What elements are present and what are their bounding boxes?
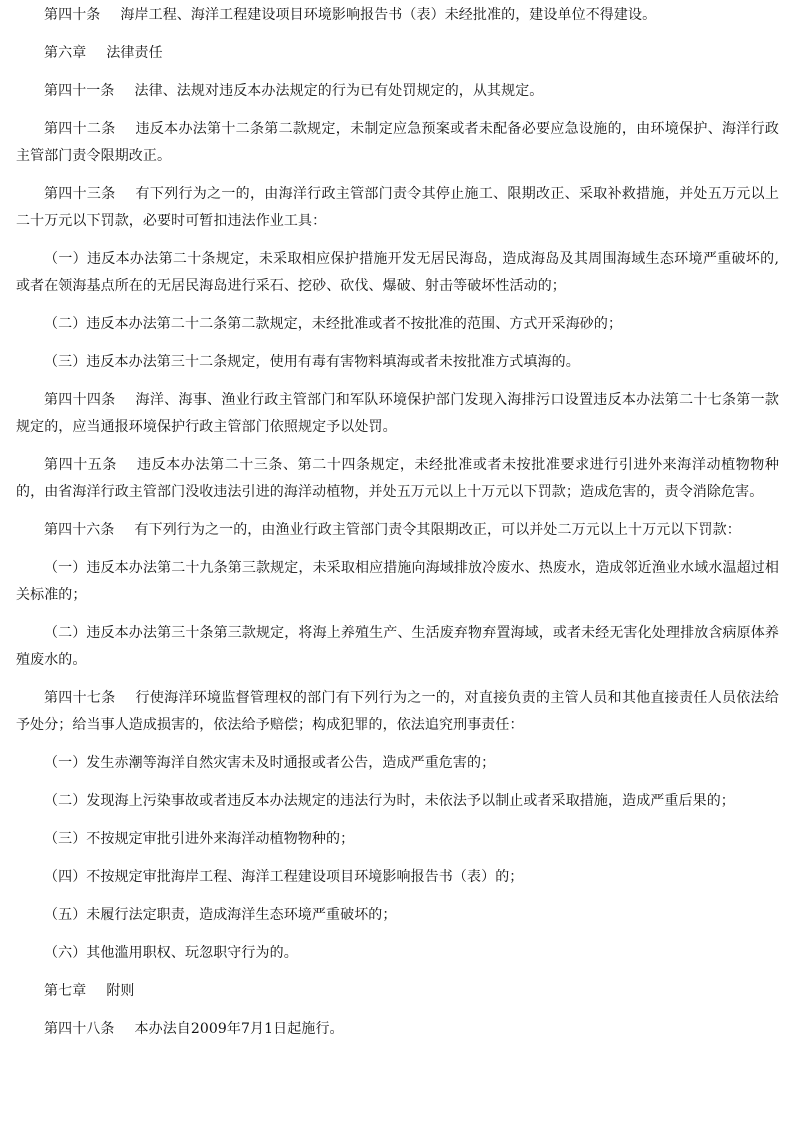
item-paragraph (16, 311, 779, 338)
article-label: 第四十二条 (44, 121, 116, 137)
paragraph-text: （三）违反本办法第三十二条规定，使用有毒有害物料填海或者未按批准方式填海的。 (44, 354, 580, 370)
article-paragraph (16, 2, 779, 29)
item-paragraph (16, 864, 779, 891)
article-paragraph (16, 116, 779, 170)
paragraph-text: （二）违反本办法第三十条第三款规定，将海上养殖生产、生活废弃物弃置海域，或者未经无害化处理排放含病原体养殖废水的。 (16, 625, 779, 668)
paragraph-text: （一）发生赤潮等海洋自然灾害未及时通报或者公告，造成严重危害的； (44, 755, 496, 771)
item-paragraph (16, 788, 779, 815)
article-paragraph (16, 452, 779, 506)
paragraph-text: （一）违反本办法第二十条规定，未采取相应保护措施开发无居民海岛，造成海岛及其周围海域生态环境严重破坏的,或者在领海基点所在的无居民海岛进行采石、挖砂、砍伐、爆破、射击等破坏性活动的； (16, 251, 779, 294)
paragraph-text: 行使海洋环境监督管理权的部门有下列行为之一的，对直接负责的主管人员和其他直接责任人员依法给予处分；给当事人造成损害的，依法给予赔偿；构成犯罪的，依法追究刑事责任： (16, 690, 780, 733)
item-paragraph (16, 349, 779, 376)
paragraph-text: （六）其他滥用职权、玩忽职守行为的。 (44, 945, 298, 961)
item-paragraph (16, 940, 779, 967)
item-paragraph (16, 555, 779, 609)
item-paragraph (16, 750, 779, 777)
article-paragraph (16, 78, 779, 105)
paragraph-text: 法律责任 (106, 45, 163, 61)
paragraph-text: 有下列行为之一的，由渔业行政主管部门责令其限期改正，可以并处二万元以上十万元以下罚款： (134, 522, 741, 538)
paragraph-text: （二）发现海上污染事故或者违反本办法规定的违法行为时，未依法予以制止或者采取措施，造成严重后果的； (44, 793, 735, 809)
article-label: 第四十一条 (44, 83, 115, 99)
paragraph-text: （五）未履行法定职责，造成海洋生态环境严重破坏的； (44, 907, 397, 923)
article-paragraph (16, 40, 779, 67)
article-label: 第四十五条 (44, 457, 118, 473)
paragraph-text: 法律、法规对违反本办法规定的行为已有处罚规定的，从其规定。 (134, 83, 544, 99)
article-label: 第四十八条 (44, 1021, 115, 1037)
paragraph-text: 有下列行为之一的，由海洋行政主管部门责令其停止施工、限期改正、采取补救措施，并处五万元以上二十万元以下罚款，必要时可暂扣违法作业工具： (16, 186, 780, 229)
paragraph-text: （一）违反本办法第二十九条第三款规定，未采取相应措施向海域排放冷废水、热废水，造成邻近渔业水域水温超过相关标准的； (16, 560, 779, 603)
article-label: 第四十三条 (44, 186, 116, 202)
paragraph-text: （三）不按规定审批引进外来海洋动植物物种的； (44, 831, 355, 847)
paragraph-text: 海洋、海事、渔业行政主管部门和军队环境保护部门发现入海排污口设置违反本办法第二十七条第一款规定的，应当通报环境保护行政主管部门依照规定予以处罚。 (16, 392, 780, 435)
article-paragraph (16, 387, 779, 441)
article-label: 第四十六条 (44, 522, 115, 538)
item-paragraph (16, 902, 779, 929)
paragraph-text: 本办法自2009年7月1日起施行。 (134, 1021, 344, 1037)
article-paragraph (16, 181, 779, 235)
article-label: 第七章 (44, 983, 87, 999)
item-paragraph (16, 826, 779, 853)
paragraph-text: 附则 (106, 983, 135, 999)
article-paragraph (16, 978, 779, 1005)
article-label: 第四十条 (44, 7, 101, 23)
paragraph-text: 海岸工程、海洋工程建设项目环境影响报告书（表）未经批准的，建设单位不得建设。 (120, 7, 657, 23)
article-paragraph (16, 1016, 779, 1043)
paragraph-text: 违反本办法第二十三条、第二十四条规定，未经批准或者未按批准要求进行引进外来海洋动植物物种的，由省海洋行政主管部门没收违法引进的海洋动植物，并处五万元以上十万元以下罚款；造成危害的，责令消除危害。 (16, 457, 779, 500)
paragraph-text: （四）不按规定审批海岸工程、海洋工程建设项目环境影响报告书（表）的； (44, 869, 524, 885)
article-label: 第四十七条 (44, 690, 116, 706)
paragraph-text: （二）违反本办法第二十二条第二款规定，未经批准或者不按批准的范围、方式开采海砂的； (44, 316, 623, 332)
article-paragraph (16, 685, 779, 739)
paragraph-text: 违反本办法第十二条第二款规定，未制定应急预案或者未配备必要应急设施的，由环境保护、海洋行政主管部门责令限期改正。 (16, 121, 780, 164)
item-paragraph (16, 620, 779, 674)
item-paragraph (16, 246, 779, 300)
document-page (16, 2, 779, 1054)
article-label: 第六章 (44, 45, 87, 61)
article-paragraph (16, 517, 779, 544)
article-label: 第四十四条 (44, 392, 116, 408)
